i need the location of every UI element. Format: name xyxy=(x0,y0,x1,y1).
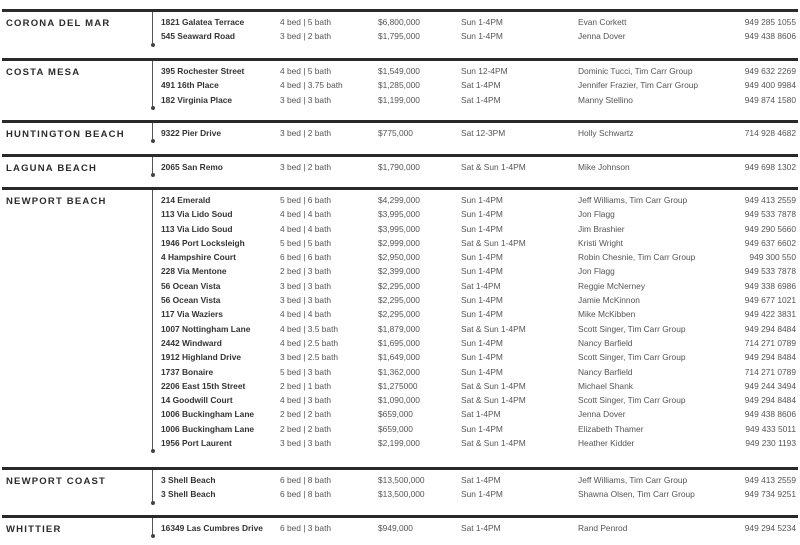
listing-agent: Elizabeth Thamer xyxy=(578,423,644,434)
listing-agent: Manny Stellino xyxy=(578,94,633,105)
listing-agent: Rand Penrod xyxy=(578,523,628,533)
listing-agent: Scott Singer, Tim Carr Group xyxy=(578,395,686,406)
listing-row xyxy=(2,365,798,379)
listing-phone: 714 271 0789 xyxy=(744,337,796,348)
listing-beds-baths: 4 bed | 3 bath xyxy=(280,395,332,406)
listing-address: 491 16th Place xyxy=(161,80,219,91)
listing-row xyxy=(2,78,798,92)
listing-agent: Evan Corkett xyxy=(578,17,627,27)
listing-price: $3,995,000 xyxy=(378,209,420,220)
listing-agent: Holly Schwartz xyxy=(578,128,634,138)
listing-row xyxy=(2,236,798,250)
listing-open-house-time: Sun 1-4PM xyxy=(461,489,503,500)
listing-agent: Michael Shank xyxy=(578,380,633,391)
listing-address: 3 Shell Beach xyxy=(161,489,216,500)
listing-agent: Dominic Tucci, Tim Carr Group xyxy=(578,66,693,76)
city-heading: WHITTIER xyxy=(6,524,62,535)
listing-beds-baths: 3 bed | 3 bath xyxy=(280,295,332,306)
listing-address: 9322 Pier Drive xyxy=(161,128,222,138)
listing-beds-baths: 3 bed | 2.5 bath xyxy=(280,352,339,363)
listing-price: $2,295,000 xyxy=(378,280,420,291)
listing-agent: Mike Johnson xyxy=(578,162,630,172)
listing-open-house-time: Sun 1-4PM xyxy=(461,195,503,205)
listing-open-house-time: Sat & Sun 1-4PM xyxy=(461,323,526,334)
listing-phone: 949 285 1055 xyxy=(744,17,796,27)
listing-agent: Jon Flagg xyxy=(578,209,615,220)
listing-open-house-time: Sun 12-4PM xyxy=(461,66,508,76)
listing-phone: 949 400 9984 xyxy=(744,80,796,91)
listing-beds-baths: 3 bed | 2 bath xyxy=(280,31,332,42)
listing-agent: Jim Brashier xyxy=(578,223,625,234)
listing-beds-baths: 6 bed | 6 bath xyxy=(280,252,332,263)
listing-row xyxy=(2,160,798,174)
listing-address: 1006 Buckingham Lane xyxy=(161,409,255,420)
listing-open-house-time: Sun 1-4PM xyxy=(461,366,503,377)
listing-address: 1006 Buckingham Lane xyxy=(161,423,255,434)
listing-open-house-time: Sat & Sun 1-4PM xyxy=(461,380,526,391)
listing-phone: 949 698 1302 xyxy=(744,162,796,172)
listing-address: 14 Goodwill Court xyxy=(161,395,233,406)
listing-row xyxy=(2,250,798,264)
listing-phone: 949 230 1193 xyxy=(745,438,796,449)
listing-price: $2,295,000 xyxy=(378,309,420,320)
listing-beds-baths: 3 bed | 3 bath xyxy=(280,438,332,449)
listing-open-house-time: Sun 1-4PM xyxy=(461,223,503,234)
listing-address: 3 Shell Beach xyxy=(161,475,216,485)
listing-price: $13,500,000 xyxy=(378,475,425,485)
listing-beds-baths: 3 bed | 2 bath xyxy=(280,162,332,172)
listing-agent: Shawna Olsen, Tim Carr Group xyxy=(578,489,695,500)
listing-phone: 949 637 6602 xyxy=(744,237,796,248)
listing-open-house-time: Sat 1-4PM xyxy=(461,475,501,485)
listing-beds-baths: 3 bed | 3 bath xyxy=(280,94,332,105)
listing-row xyxy=(2,193,798,207)
listing-address: 395 Rochester Street xyxy=(161,66,245,76)
listing-beds-baths: 6 bed | 8 bath xyxy=(280,489,332,500)
city-section xyxy=(2,187,798,470)
listing-row xyxy=(2,487,798,501)
listing-price: $1,090,000 xyxy=(378,395,420,406)
listing-beds-baths: 4 bed | 4 bath xyxy=(280,223,332,234)
city-section xyxy=(2,515,798,545)
listing-open-house-time: Sat 1-4PM xyxy=(461,94,501,105)
listing-phone: 949 632 2269 xyxy=(744,66,796,76)
listing-phone: 949 244 3494 xyxy=(744,380,796,391)
listing-beds-baths: 4 bed | 4 bath xyxy=(280,209,332,220)
listing-price: $1,795,000 xyxy=(378,31,420,42)
listing-address: 214 Emerald xyxy=(161,195,211,205)
listing-phone: 949 413 2559 xyxy=(744,475,796,485)
listing-price: $1,879,000 xyxy=(378,323,420,334)
listing-open-house-time: Sun 1-4PM xyxy=(461,309,503,320)
listing-row xyxy=(2,222,798,236)
listing-row xyxy=(2,436,798,450)
listing-phone: 949 294 8484 xyxy=(744,352,796,363)
listing-beds-baths: 6 bed | 8 bath xyxy=(280,475,332,485)
listing-open-house-time: Sun 1-4PM xyxy=(461,17,503,27)
listing-open-house-time: Sun 1-4PM xyxy=(461,423,503,434)
listing-address: 1912 Highland Drive xyxy=(161,352,242,363)
listing-price: $659,000 xyxy=(378,409,413,420)
listing-row xyxy=(2,15,798,29)
listing-open-house-time: Sun 1-4PM xyxy=(461,266,503,277)
listing-row xyxy=(2,126,798,140)
listing-row xyxy=(2,422,798,436)
listing-phone: 949 533 7878 xyxy=(744,266,796,277)
listing-address: 113 Via Lido Soud xyxy=(161,209,233,220)
listing-phone: 949 734 9251 xyxy=(744,489,796,500)
listing-address: 1007 Nottingham Lane xyxy=(161,323,251,334)
listing-phone: 949 294 8484 xyxy=(744,323,796,334)
listing-beds-baths: 4 bed | 5 bath xyxy=(280,17,332,27)
listing-row xyxy=(2,29,798,43)
listing-phone: 949 422 3831 xyxy=(744,309,796,320)
listing-price: $1,362,000 xyxy=(378,366,420,377)
listing-agent: Scott Singer, Tim Carr Group xyxy=(578,352,686,363)
listing-agent: Kristi Wright xyxy=(578,237,623,248)
listing-price: $1,549,000 xyxy=(378,66,420,76)
listing-agent: Jenna Dover xyxy=(578,409,626,420)
listing-price: $3,995,000 xyxy=(378,223,420,234)
listing-agent: Nancy Barfield xyxy=(578,366,633,377)
listing-row xyxy=(2,307,798,321)
listing-phone: 949 874 1580 xyxy=(744,94,796,105)
listing-address: 117 Via Waziers xyxy=(161,309,223,320)
listing-open-house-time: Sat & Sun 1-4PM xyxy=(461,438,526,449)
city-heading: NEWPORT COAST xyxy=(6,476,107,487)
listing-open-house-time: Sat 12-3PM xyxy=(461,128,506,138)
listing-price: $2,199,000 xyxy=(378,438,420,449)
listing-row xyxy=(2,336,798,350)
listing-open-house-time: Sun 1-4PM xyxy=(461,295,503,306)
city-heading: LAGUNA BEACH xyxy=(6,163,98,174)
city-heading: COSTA MESA xyxy=(6,67,81,78)
listing-address: 16349 Las Cumbres Drive xyxy=(161,523,263,533)
listing-open-house-time: Sun 1-4PM xyxy=(461,209,503,220)
listing-agent: Robin Chesnie, Tim Carr Group xyxy=(578,252,696,263)
listing-agent: Mike McKibben xyxy=(578,309,636,320)
listing-open-house-time: Sat 1-4PM xyxy=(461,409,501,420)
listing-price: $1,695,000 xyxy=(378,337,420,348)
listing-row xyxy=(2,64,798,78)
listing-price: $775,000 xyxy=(378,128,413,138)
listing-price: $2,295,000 xyxy=(378,295,420,306)
listing-open-house-time: Sun 1-4PM xyxy=(461,252,503,263)
listing-row xyxy=(2,407,798,421)
listing-address: 182 Virginia Place xyxy=(161,94,233,105)
listing-address: 1956 Port Laurent xyxy=(161,438,232,449)
listing-address: 545 Seaward Road xyxy=(161,31,236,42)
listing-agent: Jon Flagg xyxy=(578,266,615,277)
listing-address: 113 Via Lido Soud xyxy=(161,223,233,234)
listing-agent: Jeff Williams, Tim Carr Group xyxy=(578,195,688,205)
listing-address: 1821 Galatea Terrace xyxy=(161,17,245,27)
listing-agent: Reggie McNerney xyxy=(578,280,646,291)
listing-address: 2206 East 15th Street xyxy=(161,380,246,391)
listing-beds-baths: 2 bed | 1 bath xyxy=(280,380,332,391)
city-heading: HUNTINGTON BEACH xyxy=(6,129,125,140)
listing-price: $659,000 xyxy=(378,423,413,434)
listing-beds-baths: 3 bed | 3 bath xyxy=(280,280,332,291)
listing-price: $1,275000 xyxy=(378,380,418,391)
listing-price: $2,950,000 xyxy=(378,252,420,263)
listing-row xyxy=(2,379,798,393)
listing-price: $1,790,000 xyxy=(378,162,420,172)
listing-beds-baths: 4 bed | 2.5 bath xyxy=(280,337,339,348)
listing-phone: 949 677 1021 xyxy=(744,295,796,306)
listing-price: $949,000 xyxy=(378,523,413,533)
listing-open-house-time: Sat & Sun 1-4PM xyxy=(461,395,526,406)
listing-address: 1946 Port Locksleigh xyxy=(161,237,245,248)
listing-price: $6,800,000 xyxy=(378,17,420,27)
listing-row xyxy=(2,293,798,307)
listing-open-house-time: Sat 1-4PM xyxy=(461,280,501,291)
listing-phone: 949 433 5011 xyxy=(745,423,796,434)
listing-row xyxy=(2,207,798,221)
listing-open-house-time: Sat 1-4PM xyxy=(461,80,501,91)
listing-row xyxy=(2,264,798,278)
listing-agent: Jenna Dover xyxy=(578,31,626,42)
listing-row xyxy=(2,393,798,407)
listing-beds-baths: 4 bed | 4 bath xyxy=(280,309,332,320)
listing-phone: 949 300 550 xyxy=(749,252,796,263)
listing-phone: 949 290 5660 xyxy=(744,223,796,234)
listing-phone: 949 294 5234 xyxy=(744,523,796,533)
listing-beds-baths: 2 bed | 2 bath xyxy=(280,423,332,434)
listing-address: 4 Hampshire Court xyxy=(161,252,236,263)
listing-price: $2,999,000 xyxy=(378,237,420,248)
listing-address: 2065 San Remo xyxy=(161,162,223,172)
listing-price: $1,649,000 xyxy=(378,352,420,363)
listing-phone: 714 271 0789 xyxy=(744,366,796,377)
listing-row xyxy=(2,473,798,487)
city-section xyxy=(2,58,798,123)
listing-price: $13,500,000 xyxy=(378,489,425,500)
listing-beds-baths: 4 bed | 3.75 bath xyxy=(280,80,343,91)
listing-row xyxy=(2,322,798,336)
listing-row xyxy=(2,350,798,364)
listing-phone: 714 928 4682 xyxy=(744,128,796,138)
listing-agent: Jamie McKinnon xyxy=(578,295,640,306)
listing-agent: Nancy Barfield xyxy=(578,337,633,348)
listing-open-house-time: Sat & Sun 1-4PM xyxy=(461,162,526,172)
city-section xyxy=(2,9,798,65)
listing-open-house-time: Sun 1-4PM xyxy=(461,337,503,348)
listing-agent: Jeff Williams, Tim Carr Group xyxy=(578,475,688,485)
listing-beds-baths: 2 bed | 2 bath xyxy=(280,409,332,420)
listing-agent: Scott Singer, Tim Carr Group xyxy=(578,323,686,334)
city-section xyxy=(2,120,798,157)
listing-price: $1,199,000 xyxy=(378,94,420,105)
listing-beds-baths: 5 bed | 6 bath xyxy=(280,195,332,205)
listing-address: 1737 Bonaire xyxy=(161,366,214,377)
city-heading: NEWPORT BEACH xyxy=(6,196,107,207)
listing-beds-baths: 5 bed | 3 bath xyxy=(280,366,332,377)
listing-open-house-time: Sun 1-4PM xyxy=(461,352,503,363)
city-section xyxy=(2,467,798,518)
listing-price: $1,285,000 xyxy=(378,80,420,91)
listing-row xyxy=(2,93,798,107)
listing-beds-baths: 4 bed | 3.5 bath xyxy=(280,323,339,334)
listing-phone: 949 533 7878 xyxy=(744,209,796,220)
listing-open-house-time: Sun 1-4PM xyxy=(461,31,503,42)
listing-agent: Jennifer Frazier, Tim Carr Group xyxy=(578,80,699,91)
listing-address: 2442 Windward xyxy=(161,337,222,348)
listing-open-house-time: Sat & Sun 1-4PM xyxy=(461,237,526,248)
listing-phone: 949 413 2559 xyxy=(744,195,796,205)
listing-open-house-time: Sat 1-4PM xyxy=(461,523,501,533)
listing-price: $2,399,000 xyxy=(378,266,420,277)
listing-beds-baths: 3 bed | 2 bath xyxy=(280,128,332,138)
listing-row xyxy=(2,279,798,293)
listing-beds-baths: 2 bed | 3 bath xyxy=(280,266,332,277)
listing-agent: Heather Kidder xyxy=(578,438,635,449)
listing-phone: 949 438 8606 xyxy=(744,409,796,420)
listing-phone: 949 294 8484 xyxy=(744,395,796,406)
listing-beds-baths: 4 bed | 5 bath xyxy=(280,66,332,76)
city-section xyxy=(2,154,798,190)
listing-beds-baths: 6 bed | 3 bath xyxy=(280,523,332,533)
listing-price: $4,299,000 xyxy=(378,195,420,205)
city-heading: CORONA DEL MAR xyxy=(6,18,111,29)
listing-row xyxy=(2,521,798,535)
listing-beds-baths: 5 bed | 5 bath xyxy=(280,237,332,248)
listing-address: 56 Ocean Vista xyxy=(161,280,221,291)
listing-phone: 949 438 8606 xyxy=(744,31,796,42)
listing-address: 228 Via Mentone xyxy=(161,266,227,277)
listing-address: 56 Ocean Vista xyxy=(161,295,221,306)
listing-phone: 949 338 6986 xyxy=(744,280,796,291)
